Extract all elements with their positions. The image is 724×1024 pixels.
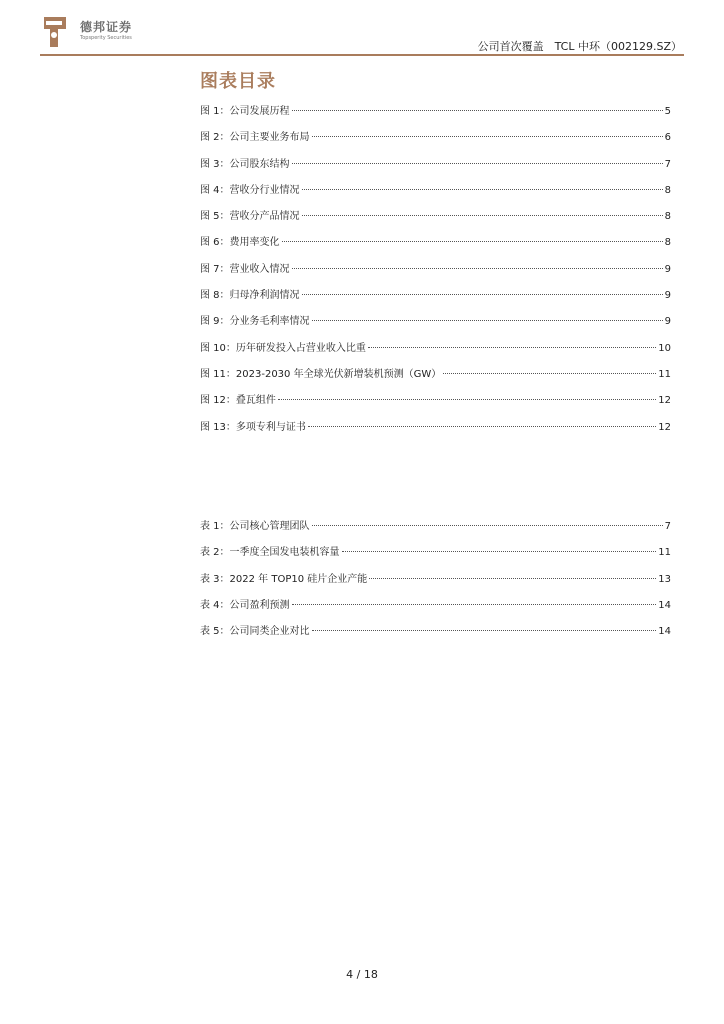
dot-leader <box>368 347 656 348</box>
toc-entry-page: 7 <box>664 158 671 170</box>
dot-leader <box>292 163 663 164</box>
toc-entry-page: 6 <box>664 132 671 144</box>
toc-title: 图表目录 <box>200 71 276 92</box>
toc-entry-figure-6[interactable] <box>200 233 671 259</box>
company-logo <box>40 15 140 49</box>
toc-entry-label: 表 4：公司盈利预测 <box>200 599 290 611</box>
toc-entry-table-2[interactable] <box>200 543 671 569</box>
toc-entry-page: 7 <box>664 521 671 532</box>
toc-entry-figure-9[interactable] <box>200 312 671 338</box>
dot-leader <box>369 578 656 579</box>
toc-entry-label: 图 4：营收分行业情况 <box>200 184 300 196</box>
dot-leader <box>312 525 663 526</box>
dot-leader <box>443 373 656 374</box>
toc-entry-label: 图 3：公司股东结构 <box>200 158 290 170</box>
toc-entry-table-5[interactable] <box>200 622 671 648</box>
toc-entry-label: 图 9：分业务毛利率情况 <box>200 316 310 328</box>
dot-leader <box>278 399 656 400</box>
toc-entry-label: 图 6：费用率变化 <box>200 237 280 249</box>
toc-entry-page: 8 <box>664 184 671 196</box>
dot-leader <box>302 215 663 216</box>
toc-entry-page: 14 <box>658 626 671 638</box>
dot-leader <box>308 426 656 427</box>
toc-entry-label: 图 2：公司主要业务布局 <box>200 132 310 144</box>
toc-entry-label: 表 5：公司同类企业对比 <box>200 626 310 638</box>
toc-entry-figure-4[interactable] <box>200 181 671 207</box>
figure-list <box>200 102 671 444</box>
toc-entry-label: 图 1：公司发展历程 <box>200 106 290 117</box>
logo-english-name: Topsperity Securities <box>80 35 132 41</box>
dot-leader <box>292 110 663 111</box>
toc-entry-page: 11 <box>658 368 671 380</box>
toc-entry-table-1[interactable] <box>200 517 671 543</box>
toc-entry-page: 14 <box>658 599 671 611</box>
toc-entry-page: 13 <box>658 573 671 585</box>
toc-entry-page: 11 <box>658 547 671 559</box>
toc-entry-label: 图 13：多项专利与证书 <box>200 421 306 433</box>
dot-leader <box>342 551 657 552</box>
toc-entry-label: 图 7：营业收入情况 <box>200 263 290 275</box>
toc-entry-label: 图 11：2023-2030 年全球光伏新增装机预测（GW） <box>200 368 442 380</box>
toc-entry-figure-3[interactable] <box>200 155 671 181</box>
toc-entry-figure-10[interactable] <box>200 339 671 365</box>
toc-entry-figure-5[interactable] <box>200 207 671 233</box>
logo-chinese-name: 德邦证券 <box>80 20 133 34</box>
toc-entry-label: 表 3：2022 年 TOP10 硅片企业产能 <box>200 573 368 585</box>
toc-entry-page: 9 <box>664 290 671 302</box>
toc-entry-page: 8 <box>664 211 671 223</box>
dot-leader <box>292 604 657 605</box>
dot-leader <box>302 294 663 295</box>
toc-entry-label: 表 2：一季度全国发电装机容量 <box>200 547 340 559</box>
toc-entry-page: 9 <box>664 316 671 328</box>
toc-entry-figure-1[interactable] <box>200 102 671 128</box>
toc-entry-page: 5 <box>664 106 671 117</box>
toc-entry-page: 9 <box>664 263 671 275</box>
toc-entry-figure-2[interactable] <box>200 128 671 154</box>
toc-entry-table-4[interactable] <box>200 596 671 622</box>
toc-entry-label: 图 10：历年研发投入占营业收入比重 <box>200 342 366 354</box>
toc-entry-figure-8[interactable] <box>200 286 671 312</box>
toc-entry-figure-7[interactable] <box>200 260 671 286</box>
dot-leader <box>302 189 663 190</box>
toc-entry-label: 表 1：公司核心管理团队 <box>200 521 310 532</box>
toc-entry-figure-11[interactable] <box>200 365 671 391</box>
toc-entry-figure-13[interactable] <box>200 418 671 444</box>
dot-leader <box>282 241 663 242</box>
logo-emblem-icon <box>40 15 70 49</box>
dot-leader <box>312 320 663 321</box>
toc-entry-figure-12[interactable] <box>200 391 671 417</box>
dot-leader <box>312 136 663 137</box>
toc-entry-label: 图 5：营收分产品情况 <box>200 211 300 223</box>
toc-entry-page: 8 <box>664 237 671 249</box>
toc-entry-label: 图 8：归母净利润情况 <box>200 290 300 302</box>
header-divider <box>40 54 684 56</box>
dot-leader <box>312 630 657 631</box>
toc-entry-label: 图 12：叠瓦组件 <box>200 395 276 407</box>
page-number: 4 / 18 <box>346 968 378 981</box>
dot-leader <box>292 268 663 269</box>
report-header-title: 公司首次覆盖 TCL 中环（002129.SZ） <box>477 40 682 53</box>
table-list <box>200 517 671 648</box>
toc-entry-table-3[interactable] <box>200 570 671 596</box>
toc-entry-page: 10 <box>658 342 671 354</box>
toc-entry-page: 12 <box>658 421 671 433</box>
toc-entry-page: 12 <box>658 395 671 407</box>
